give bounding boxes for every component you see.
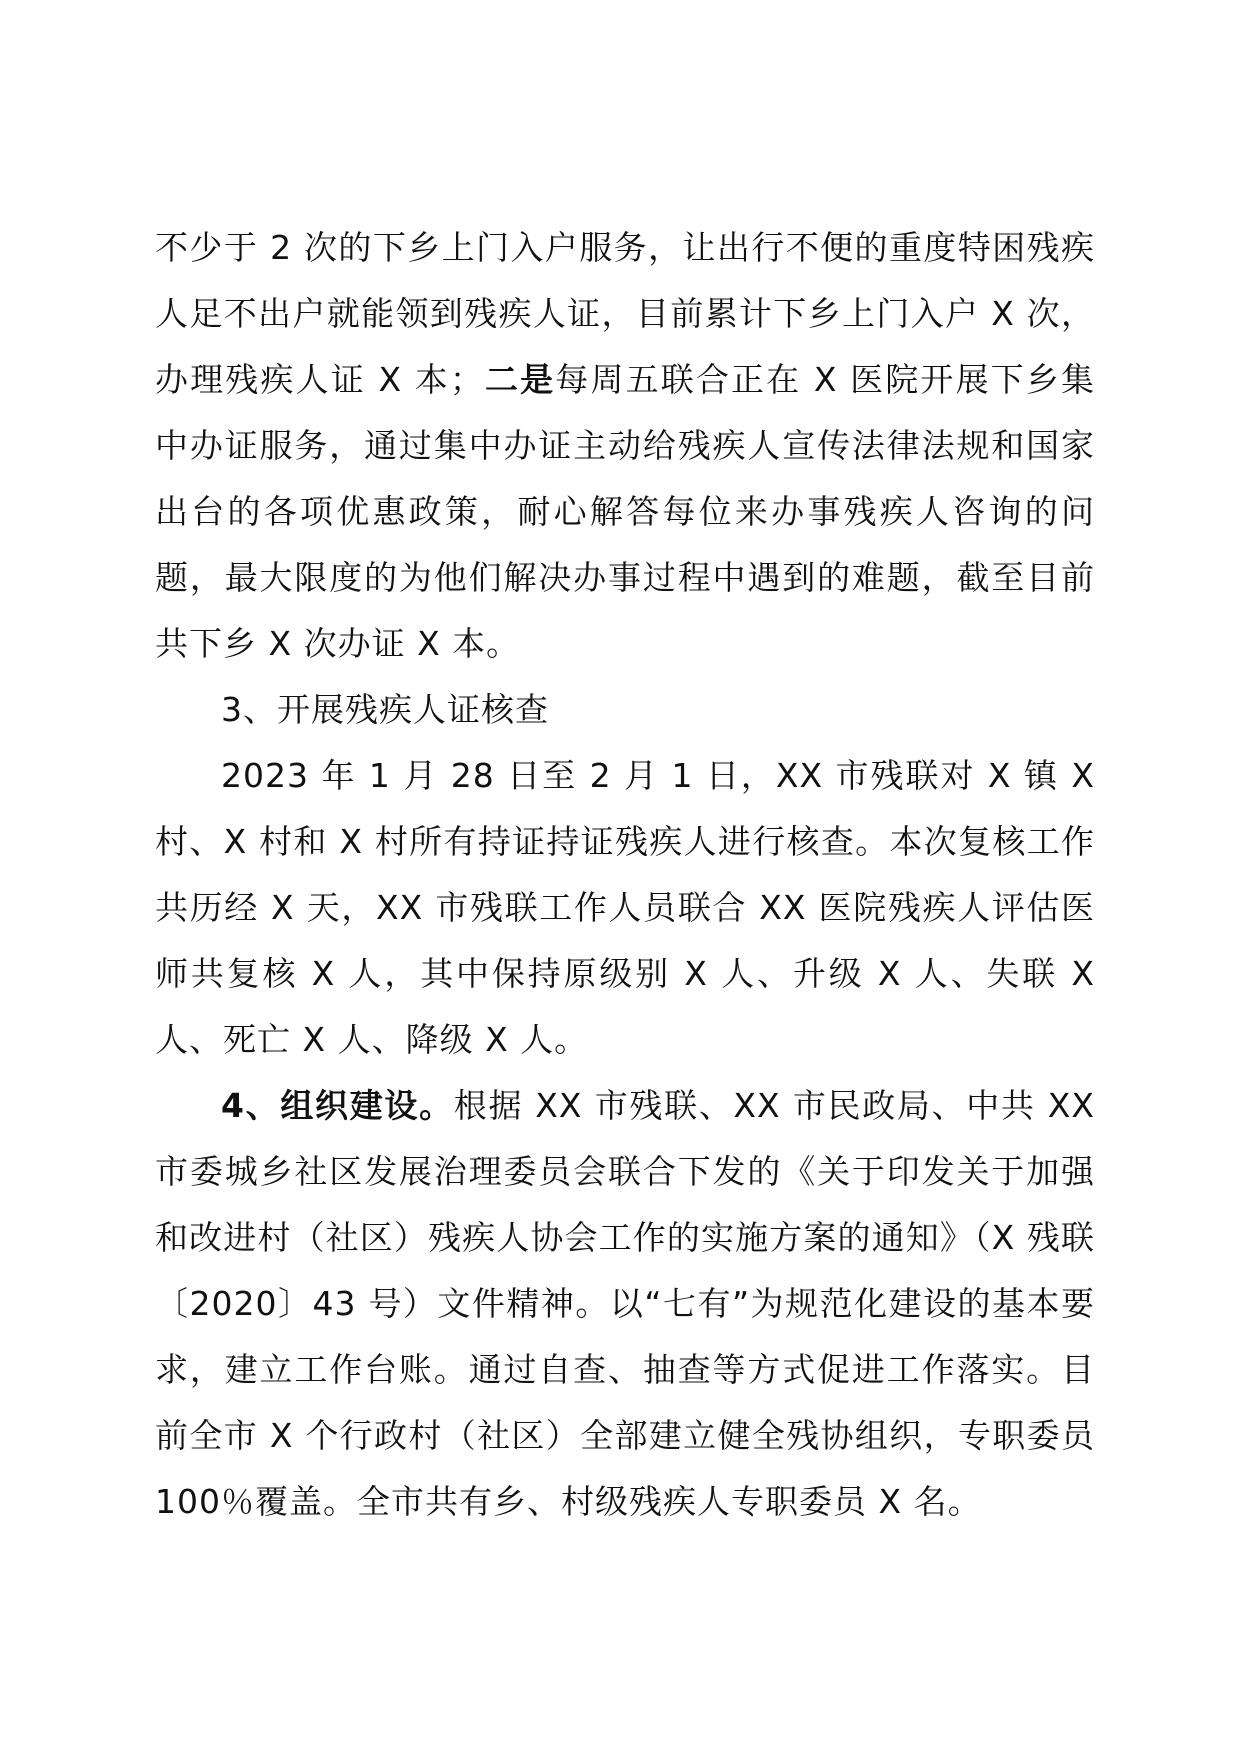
paragraph-text: 每周五联合正在 X 医院开展下乡集中办证服务，通过集中办证主动给残疾人宣传法律法规和国家出台的各项优惠政策，耐心解答每位来办事残疾人咨询的问题，最大限度的为他们解决办事过程中遇到的难题，截至目前共下乡 X 次办证 X 本。 xyxy=(155,360,1096,663)
document-body xyxy=(155,215,1095,1535)
paragraph-organization-building xyxy=(155,1073,1095,1535)
paragraph-text: 不少于 2 次的下乡上门入户服务，让出行不便的重度特困残疾人足不出户就能领到残疾人证，目前累计下乡上门入户 X 次，办理残疾人证 X 本； xyxy=(155,228,1095,399)
paragraph-service-continued xyxy=(155,215,1095,677)
bold-lead-two: 二是 xyxy=(483,360,556,399)
paragraph-card-verification: 2023 年 1 月 28 日至 2 月 1 日，XX 市残联对 X 镇 X 村、X 村和 X 村所有持证持证残疾人进行核查。本次复核工作共历经 X 天，XX 市残联工作人员联合 XX 医院残疾人评估医师共复核 X 人，其中保持原级别 X 人、升级 X 人、失联 X 人、死亡 X 人、降级 X 人。 xyxy=(155,756,1095,1059)
section-heading-4: 4、组织建设。 xyxy=(221,1086,454,1125)
section-heading-3: 3、开展残疾人证核查 xyxy=(221,690,549,729)
paragraph-text: 根据 XX 市残联、XX 市民政局、中共 XX 市委城乡社区发展治理委员会联合下发的《关于印发关于加强和改进村（社区）残疾人协会工作的实施方案的通知》（X 残联〔2020〕43 号）文件精神。以“七有”为规范化建设的基本要求，建立工作台账。通过自查、抽查等方式促进工作落实。目前全市 X 个行政村（社区）全部建立健全残协组织，专职委员 100％覆盖。全市共有乡、村级残疾人专职委员 X 名。 xyxy=(155,1086,1095,1521)
